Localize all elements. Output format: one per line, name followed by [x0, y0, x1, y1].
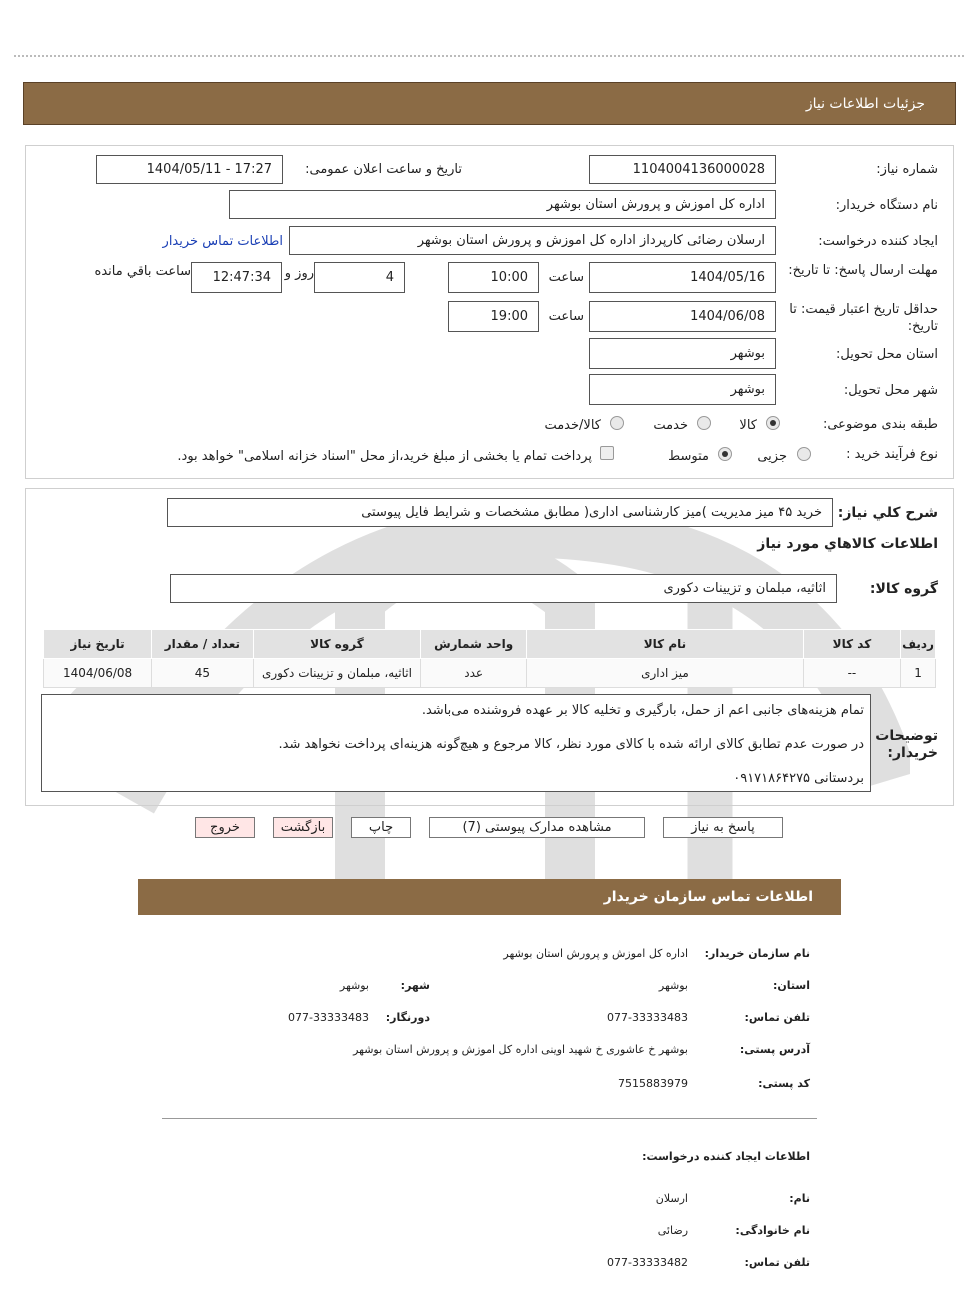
cell-goods-group: اثاثیه، مبلمان و تزیینات دکوری — [253, 659, 421, 688]
page-title: جزئيات اطلاعات نياز — [805, 96, 925, 112]
deadline-date-field: 1404/05/16 — [589, 262, 776, 293]
col-row-number: رديف — [901, 630, 936, 659]
notes-box — [41, 694, 871, 792]
remaining-label: ساعت باقي مانده — [94, 264, 191, 279]
treasury-checkbox[interactable] — [600, 446, 614, 460]
city-label: شهر محل تحویل: — [843, 383, 938, 398]
requester-heading: اطلاعات ایجاد کننده درخواست: — [642, 1150, 810, 1163]
deadline-time-label: ساعت — [548, 270, 584, 285]
days-field: 4 — [314, 262, 405, 293]
city-field: بوشهر — [589, 374, 776, 405]
contact-postal-label: کد پستی: — [758, 1077, 810, 1090]
requester-name-value: ارسلان — [655, 1192, 688, 1205]
treasury-note: پرداخت تمام یا بخشی از مبلغ خرید،از محل "اسناد خزانه اسلامی" خواهد بود. — [177, 449, 592, 464]
need-number-label: شماره نیاز: — [876, 162, 938, 177]
process-medium-radio[interactable] — [718, 447, 732, 461]
contact-title: اطلاعات تماس سازمان خریدار — [603, 889, 813, 905]
requester-phone-value: 077-33333482 — [607, 1256, 688, 1269]
top-divider — [14, 55, 964, 57]
contact-org-value: اداره کل اموزش و پرورش استان بوشهر — [503, 947, 688, 960]
category-label: طبقه بندی موضوعی: — [822, 417, 938, 432]
process-minor-radio[interactable] — [797, 447, 811, 461]
days-label: روز و — [284, 266, 314, 281]
goods-group-label: گروه کالا: — [869, 581, 938, 597]
creator-label: ایجاد کننده درخواست: — [818, 234, 938, 249]
col-goods-name: نام کالا — [526, 630, 803, 659]
contact-divider — [162, 1118, 817, 1119]
requester-family-value: رضائی — [657, 1224, 688, 1237]
col-goods-code: کد کالا — [803, 630, 900, 659]
note-line: در صورت عدم تطابق کالای ارائه شده با کالای مورد نظر، کالا مرجوع و هیچ‌گونه هزینه‌ای پرداخت نخواهد شد. — [278, 737, 864, 752]
table-row — [44, 659, 936, 688]
goods-table — [43, 629, 936, 688]
contact-org-label: نام سازمان خریدار: — [704, 947, 810, 960]
note-line: تمام هزینه‌های جانبی اعم از حمل، بارگیری و تخلیه کالا بر عهده فروشنده می‌باشد. — [421, 703, 864, 718]
col-unit: واحد شمارش — [421, 630, 527, 659]
contact-phone-value: 077-33333483 — [607, 1011, 688, 1024]
cell-row-number: 1 — [901, 659, 936, 688]
cell-quantity: 45 — [152, 659, 253, 688]
note-line: بردستانی ۰۹۱۷۱۸۶۴۲۷۵ — [733, 771, 864, 786]
goods-group-field: اثاثیه، مبلمان و تزیینات دکوری — [170, 574, 837, 603]
validity-label: حداقل تاریخ اعتبار قیمت: تا تاریخ: — [789, 302, 938, 334]
contact-city-label: شهر: — [400, 979, 430, 992]
requester-family-label: نام خانوادگی: — [735, 1224, 810, 1237]
category-goods-service-radio[interactable] — [610, 416, 624, 430]
contact-header — [138, 879, 841, 915]
contact-address-label: آدرس پستی: — [739, 1043, 810, 1056]
view-documents-button[interactable]: مشاهده مدارک پیوستی (7) — [429, 817, 645, 838]
process-medium-label: متوسط — [668, 449, 709, 464]
cell-goods-code: -- — [803, 659, 900, 688]
process-label: نوع فرآیند خرید : — [846, 447, 938, 462]
summary-field: خرید ۴۵ میز مدیریت )میز کارشناسی اداری( مطابق مشخصات و شرایط فایل پیوستی — [167, 498, 833, 527]
reply-button[interactable]: پاسخ به نیاز — [663, 817, 783, 838]
buyer-org-field: اداره کل اموزش و پرورش استان بوشهر — [229, 190, 776, 219]
back-button[interactable]: بازگشت — [273, 817, 333, 838]
need-number-field: 1104004136000028 — [589, 155, 776, 184]
print-button[interactable]: چاپ — [351, 817, 411, 838]
category-service-radio[interactable] — [697, 416, 711, 430]
buyer-contact-link[interactable]: اطلاعات تماس خریدار — [162, 234, 283, 249]
requester-name-label: نام: — [789, 1192, 810, 1205]
category-goods-service-label: کالا/خدمت — [544, 418, 601, 433]
deadline-time-field: 10:00 — [448, 262, 539, 293]
province-label: استان محل تحویل: — [836, 347, 938, 362]
col-quantity: تعداد / مقدار — [152, 630, 253, 659]
buyer-org-label: نام دستگاه خریدار: — [835, 198, 938, 213]
summary-label: شرح کلي نياز: — [837, 505, 938, 521]
validity-time-label: ساعت — [548, 309, 584, 324]
process-minor-label: جزیی — [757, 449, 787, 464]
province-field: بوشهر — [589, 338, 776, 369]
exit-button[interactable]: خروج — [195, 817, 255, 838]
goods-heading: اطلاعات کالاهاي مورد نياز — [757, 536, 938, 552]
contact-address-value: بوشهر خ عاشوری خ شهید اوینی اداره کل اموزش و پرورش استان بوشهر — [353, 1043, 688, 1056]
requester-phone-label: تلفن تماس: — [744, 1256, 810, 1269]
contact-fax-value: 077-33333483 — [288, 1011, 369, 1024]
contact-postal-value: 7515883979 — [618, 1077, 688, 1090]
page-header — [23, 82, 956, 125]
category-goods-label: کالا — [739, 418, 757, 433]
announce-label: تاریخ و ساعت اعلان عمومی: — [305, 162, 462, 177]
contact-city-value: بوشهر — [339, 979, 369, 992]
announce-field: 1404/05/11 - 17:27 — [96, 155, 283, 184]
deadline-label: مهلت ارسال پاسخ: تا تاریخ: — [788, 263, 938, 278]
contact-phone-label: تلفن تماس: — [744, 1011, 810, 1024]
contact-province-value: بوشهر — [658, 979, 688, 992]
col-need-date: تاريخ نياز — [44, 630, 152, 659]
category-service-label: خدمت — [653, 418, 688, 433]
validity-date-field: 1404/06/08 — [589, 301, 776, 332]
table-header-row — [44, 630, 936, 659]
creator-field: ارسلان رضائی کارپرداز اداره کل اموزش و پرورش استان بوشهر — [289, 226, 776, 255]
col-goods-group: گروه کالا — [253, 630, 421, 659]
contact-fax-label: دورنگار: — [385, 1011, 430, 1024]
cell-need-date: 1404/06/08 — [44, 659, 152, 688]
remaining-time-field: 12:47:34 — [191, 262, 282, 293]
validity-time-field: 19:00 — [448, 301, 539, 332]
notes-label: توضیحات خریدار: — [875, 728, 938, 761]
cell-goods-name: میز اداری — [526, 659, 803, 688]
cell-unit: عدد — [421, 659, 527, 688]
category-goods-radio[interactable] — [766, 416, 780, 430]
contact-province-label: استان: — [773, 979, 810, 992]
